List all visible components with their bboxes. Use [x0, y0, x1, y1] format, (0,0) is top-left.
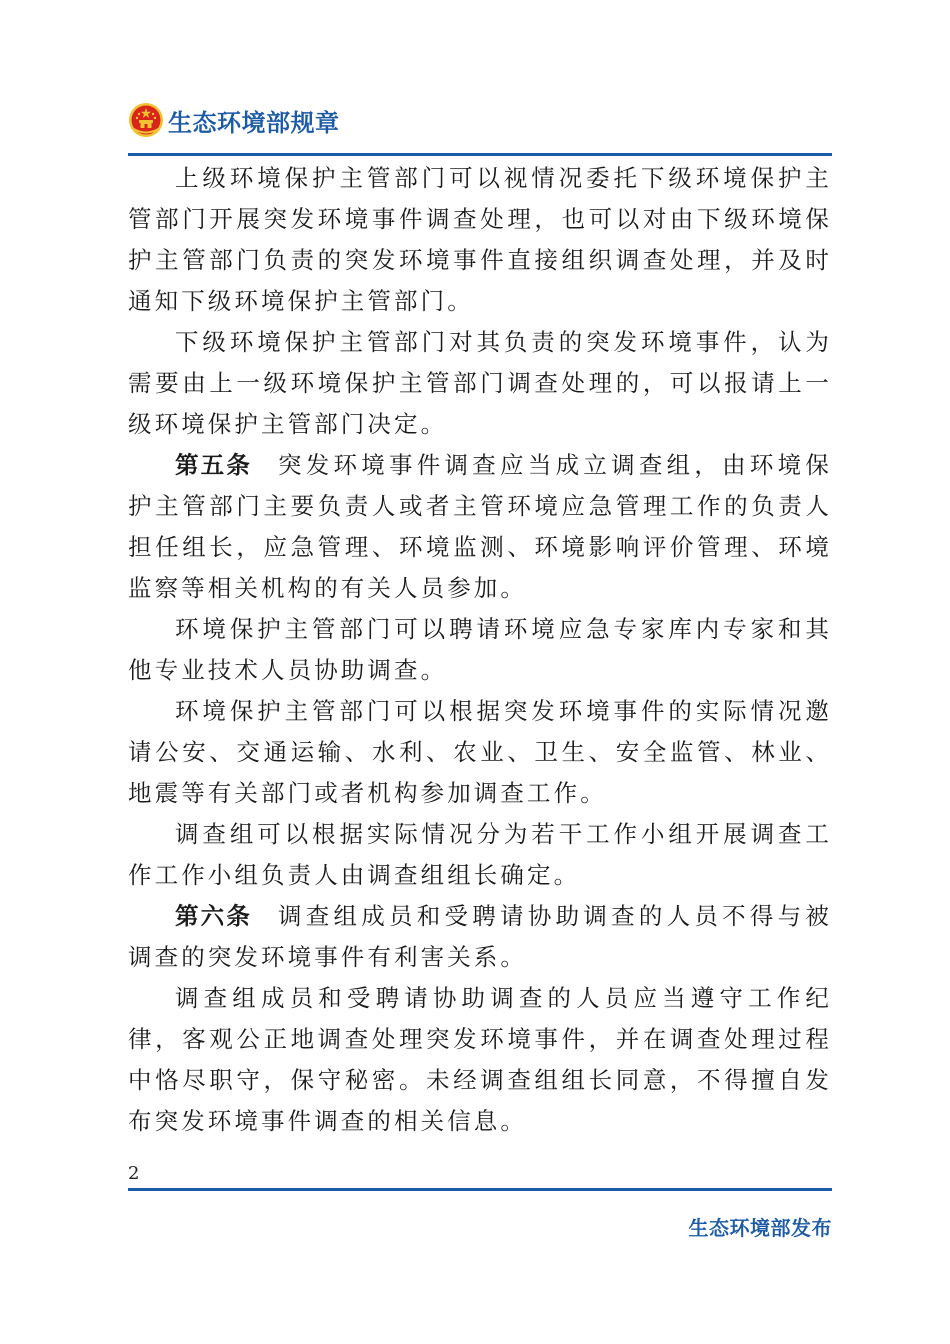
footer-divider: [128, 1188, 832, 1191]
paragraph: 调查组可以根据实际情况分为若干工作小组开展调查工作工作小组负责人由调查组组长确定。: [128, 820, 832, 889]
page-number: 2: [128, 1163, 140, 1184]
article-paragraph: 第五条 突发环境事件调查应当成立调查组，由环境保护主管部门主要负责人或者主管环境应急管理工作的负责人担任组长，应急管理、环境监测、环境影响评价管理、环境监察等相关机构的有关人员参加。: [128, 451, 833, 602]
footer-publisher: 生态环境部发布: [688, 1216, 832, 1240]
page-header: [128, 98, 340, 142]
article-paragraph: 第六条 调查组成员和受聘请协助调查的人员不得与被调查的突发环境事件有利害关系。: [128, 902, 833, 971]
paragraph: 下级环境保护主管部门对其负责的突发环境事件，认为需要由上一级环境保护主管部门调查处理的，可以报请上一级环境保护主管部门决定。: [128, 328, 832, 438]
header-divider: [128, 153, 832, 156]
article-number: 第六条: [175, 902, 252, 930]
article-number: 第五条: [175, 451, 252, 479]
paragraph: 调查组成员和受聘请协助调查的人员应当遵守工作纪律，客观公正地调查处理突发环境事件，并在调查处理过程中恪尽职守，保守秘密。未经调查组组长同意，不得擅自发布突发环境事件调查的相关信息。: [128, 984, 832, 1135]
document-body: [128, 158, 832, 1142]
paragraph: 环境保护主管部门可以聘请环境应急专家库内专家和其他专业技术人员协助调查。: [128, 615, 832, 684]
header-title: 生态环境部规章: [168, 108, 340, 137]
paragraph: 上级环境保护主管部门可以视情况委托下级环境保护主管部门开展突发环境事件调查处理，也可以对由下级环境保护主管部门负责的突发环境事件直接组织调查处理，并及时通知下级环境保护主管部门。: [128, 164, 832, 315]
paragraph: 环境保护主管部门可以根据突发环境事件的实际情况邀请公安、交通运输、水利、农业、卫生、安全监管、林业、地震等有关部门或者机构参加调查工作。: [128, 697, 832, 807]
national-emblem-icon: [128, 102, 164, 138]
